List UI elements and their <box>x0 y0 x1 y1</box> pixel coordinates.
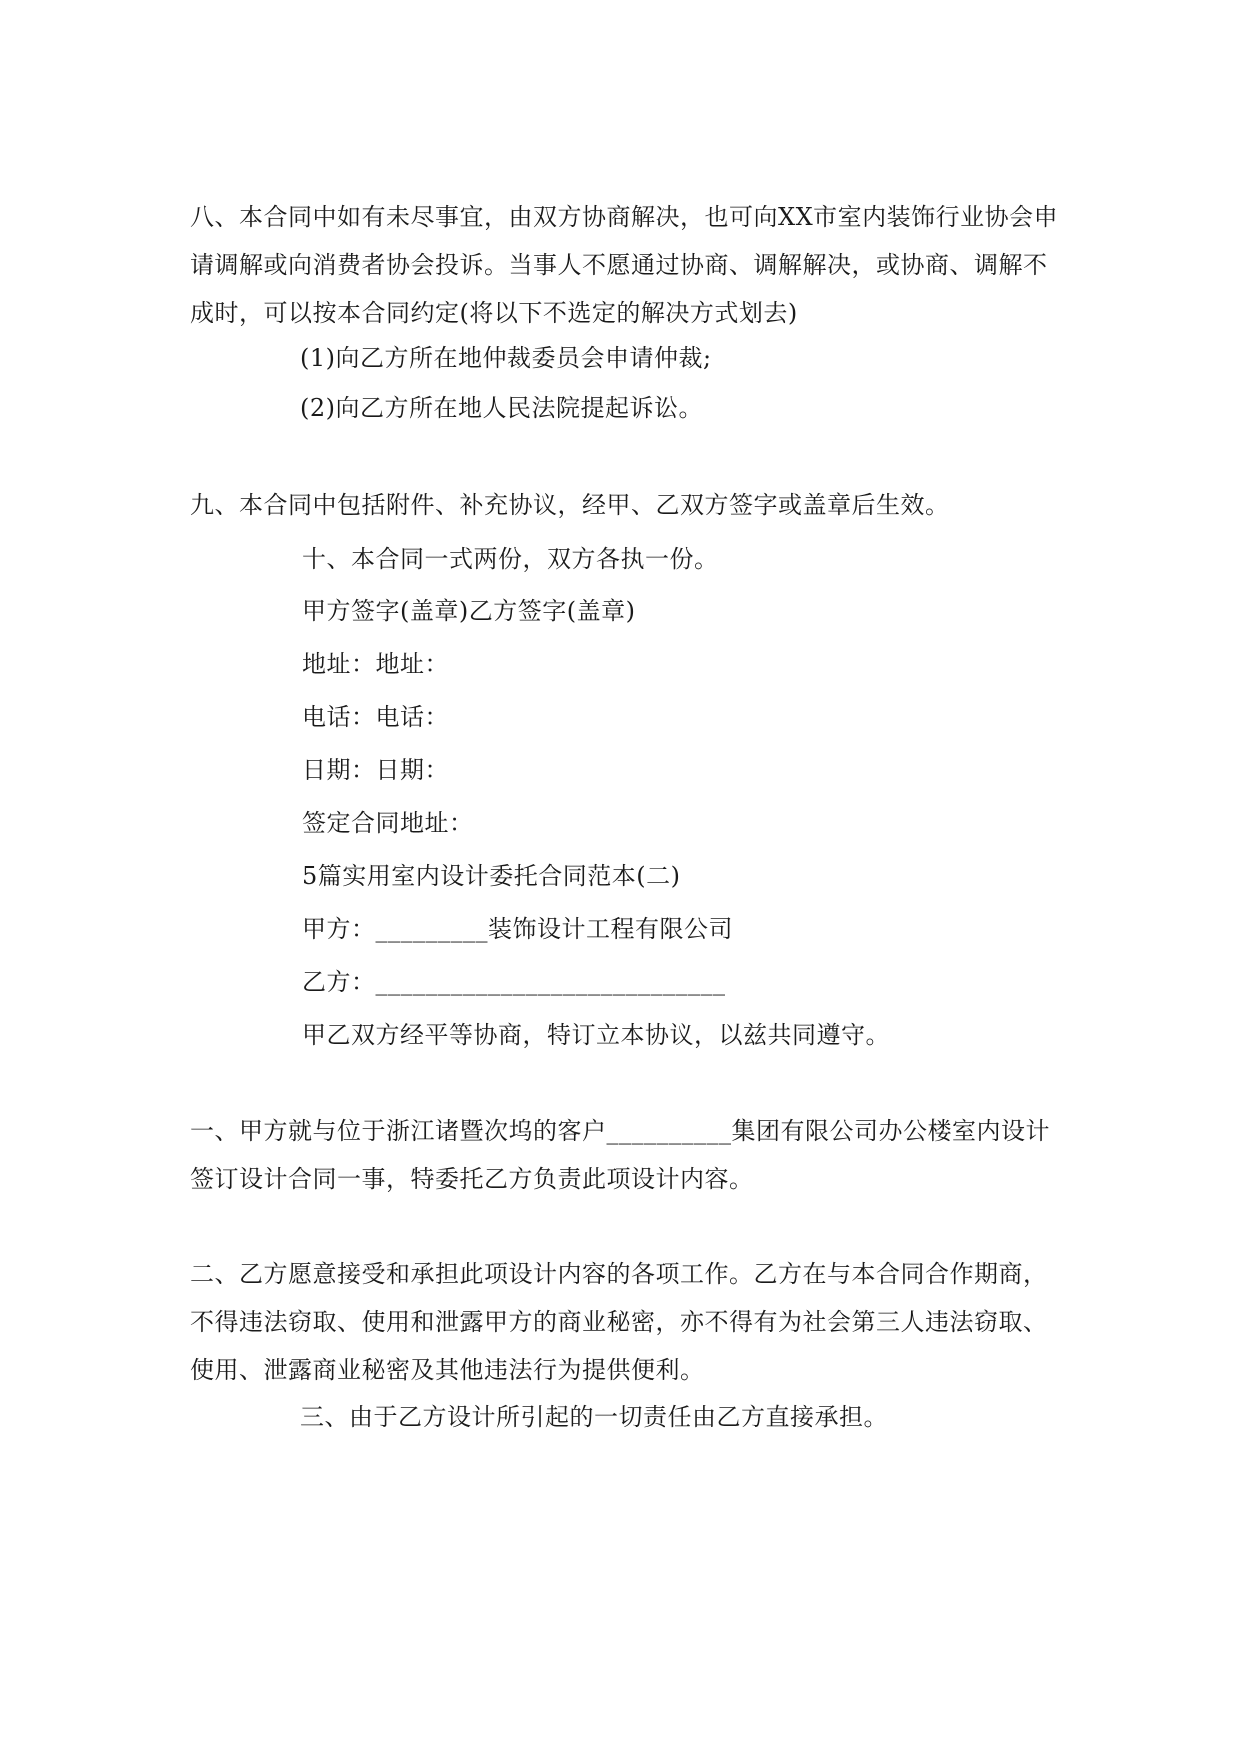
clause-8-paragraph: 八、本合同中如有未尽事宜，由双方协商解决，也可向XX市室内装饰行业协会申请调解或向消费者协会投诉。当事人不愿通过协商、调解解决，或协商、调解不成时，可以按本合同约定(将以下不选定的解决方式划去) <box>190 203 1059 327</box>
signature-line: 甲方签字(盖章)乙方签字(盖章) <box>302 597 636 625</box>
party-b-line: 乙方：____________________________ <box>302 968 726 996</box>
clause-2-paragraph: 二、乙方愿意接受和承担此项设计内容的各项工作。乙方在与本合同合作期商，不得违法窃取、使用和泄露甲方的商业秘密，亦不得有为社会第三人违法窃取、使用、泄露商业秘密及其他违法行为提供便利。 <box>190 1260 1048 1384</box>
section-title: 5篇实用室内设计委托合同范本(二) <box>302 862 681 890</box>
clause-9-paragraph: 九、本合同中包括附件、补充协议，经甲、乙双方签字或盖章后生效。 <box>190 491 950 519</box>
address-line: 地址：地址： <box>302 650 449 678</box>
option-2-paragraph: (2)向乙方所在地人民法院提起诉讼。 <box>300 394 703 422</box>
clause-1-paragraph: 一、甲方就与位于浙江诸暨次坞的客户__________集团有限公司办公楼室内设计签订设计合同一事，特委托乙方负责此项设计内容。 <box>190 1117 1050 1193</box>
clause-3-paragraph: 三、由于乙方设计所引起的一切责任由乙方直接承担。 <box>300 1403 888 1431</box>
signing-address-line: 签定合同地址： <box>302 809 474 837</box>
party-a-line: 甲方：_________装饰设计工程有限公司 <box>302 915 733 943</box>
option-1-paragraph: (1)向乙方所在地仲裁委员会申请仲裁; <box>300 344 712 372</box>
agreement-intro-line: 甲乙双方经平等协商，特订立本协议，以兹共同遵守。 <box>302 1021 890 1049</box>
clause-10-paragraph: 十、本合同一式两份，双方各执一份。 <box>302 545 719 573</box>
phone-line: 电话：电话： <box>302 703 449 731</box>
date-line: 日期：日期： <box>302 756 449 784</box>
